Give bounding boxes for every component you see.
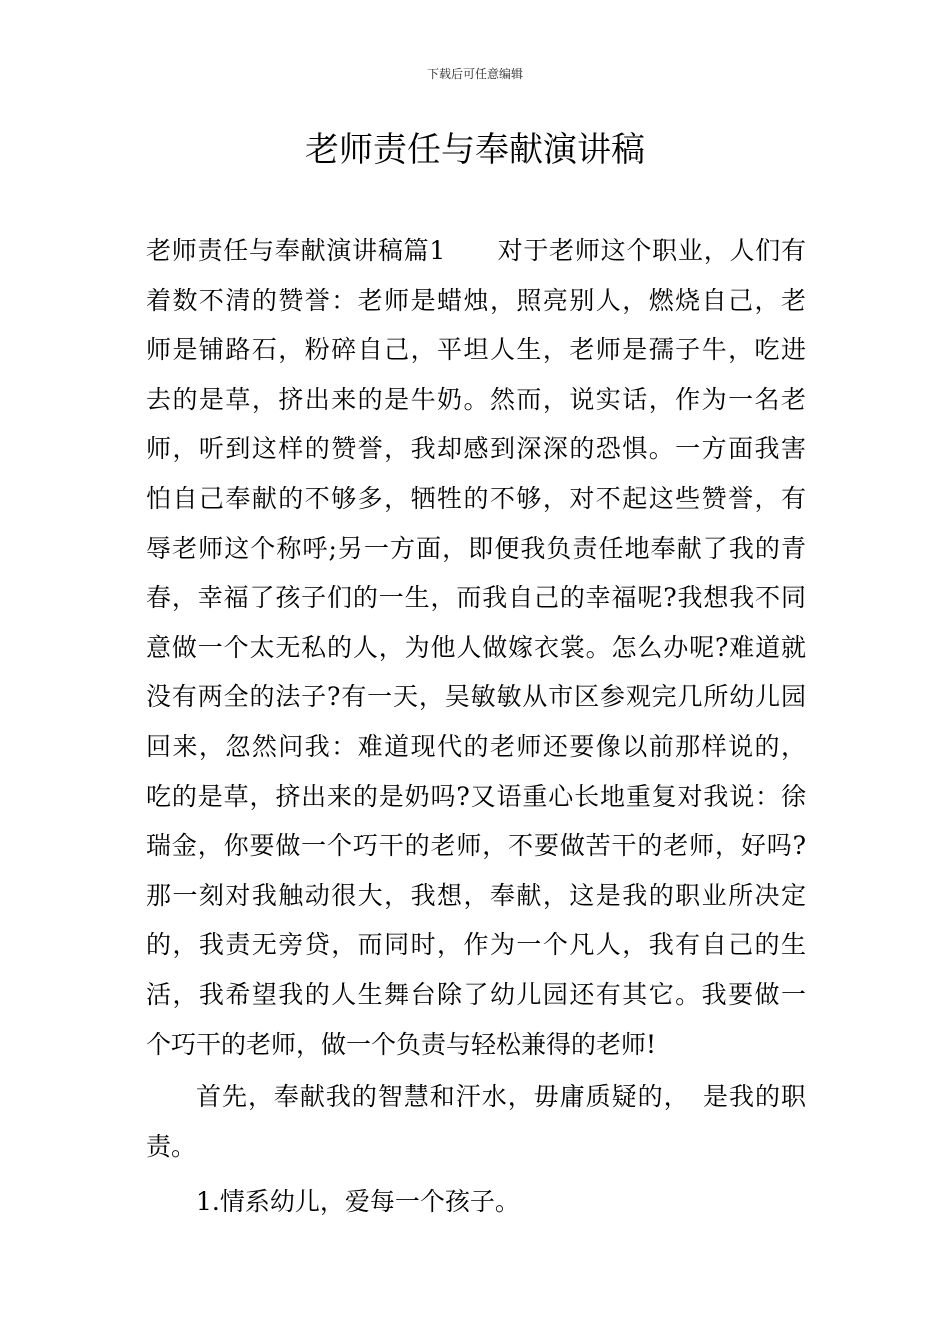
- document-body: [146, 226, 806, 1227]
- list-item-1: 1.情系幼儿，爱每一个孩子。: [196, 1187, 520, 1217]
- text-line: 意做一个太无私的人，为他人做嫁衣裳。怎么办呢?难道就: [146, 632, 806, 662]
- text-line: 回来，忽然问我：难道现代的老师还要像以前那样说的，: [146, 731, 806, 761]
- text-line: 老师责任与奉献演讲稿篇1 对于老师这个职业，人们有: [146, 236, 806, 265]
- text-line: 春，幸福了孩子们的一生，而我自己的幸福呢?我想我不同: [146, 583, 806, 613]
- text-line: 那一刻对我触动很大，我想，奉献，这是我的职业所决定: [146, 880, 806, 910]
- text-line: 师，听到这样的赞誉，我却感到深深的恐惧。一方面我害: [146, 434, 806, 464]
- text-line: 没有两全的法子?有一天，吴敏敏从市区参观完几所幼儿园: [146, 682, 806, 712]
- paragraph-1: [146, 226, 806, 1069]
- text-line: 瑞金，你要做一个巧干的老师，不要做苦干的老师，好吗?: [146, 831, 806, 861]
- text-line: 师是铺路石，粉碎自己，平坦人生，老师是孺子牛，吃进: [146, 335, 806, 365]
- text-line: 责。: [146, 1131, 197, 1161]
- text-line: 着数不清的赞誉：老师是蜡烛，照亮别人，燃烧自己，老: [146, 285, 806, 315]
- text-line: 怕自己奉献的不够多，牺牲的不够，对不起这些赞誉，有: [146, 483, 806, 513]
- text-line: 首先，奉献我的智慧和汗水，毋庸质疑的， 是我的职: [196, 1082, 806, 1112]
- text-line: 辱老师这个称呼;另一方面，即便我负责任地奉献了我的青: [146, 533, 806, 563]
- text-line: 个巧干的老师，做一个负责与轻松兼得的老师!: [146, 1029, 657, 1059]
- paragraph-2: [146, 1072, 806, 1171]
- text-line: 吃的是草，挤出来的是奶吗?又语重心长地重复对我说：徐: [146, 781, 806, 811]
- text-line: 去的是草，挤出来的是牛奶。然而，说实话，作为一名老: [146, 384, 806, 414]
- text-line: 活，我希望我的人生舞台除了幼儿园还有其它。我要做一: [146, 979, 806, 1009]
- text-line: 的，我责无旁贷，而同时，作为一个凡人，我有自己的生: [146, 930, 806, 960]
- document-title: 老师责任与奉献演讲稿: [305, 130, 645, 170]
- header-note: 下载后可任意编辑: [426, 67, 523, 81]
